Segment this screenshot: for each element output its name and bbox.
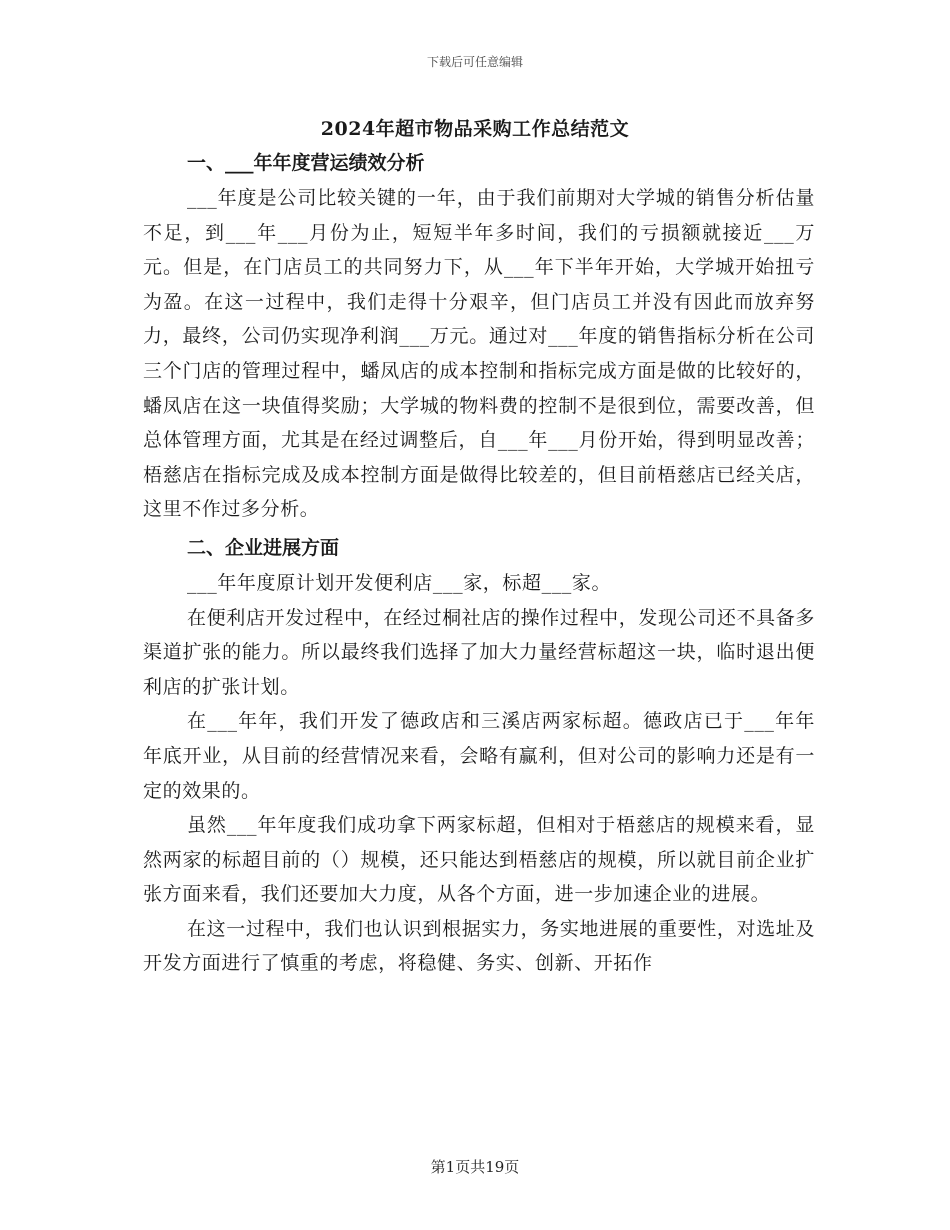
section-2-paragraph-2: 在便利店开发过程中，在经过桐社店的操作过程中，发现公司还不具备多渠道扩张的能力。所以最终我们选择了加大力量经营标超这一块，临时退出便利店的扩张计划。 [143,606,815,698]
header-note: 下载后可任意编辑 [426,55,523,69]
section-2-paragraph-4: 虽然___年年度我们成功拿下两家标超，但相对于梧慈店的规模来看，显然两家的标超目前的（）规模，还只能达到梧慈店的规模，所以就目前企业扩张方面来看，我们还要加大力度，从各个方面，进一步加速企业的进展。 [143,814,815,906]
section-2-paragraph-3: 在___年年，我们开发了德政店和三溪店两家标超。德政店已于___年年年底开业，从目前的经营情况来看，会略有赢利，但对公司的影响力还是有一定的效果的。 [143,710,815,802]
section-2-paragraph-5: 在这一过程中，我们也认识到根据实力，务实地进展的重要性，对选址及开发方面进行了慎重的考虑，将稳健、务实、创新、开拓作 [143,917,815,975]
page-number-footer: 第1页共19页 [430,1158,520,1176]
section-2-paragraph-1: ___年年度原计划开发便利店___家，标超___家。 [187,571,612,594]
section-1-heading: 一、___年年度营运绩效分析 [187,152,425,174]
document-title: 2024年超市物品采购工作总结范文 [320,118,630,140]
document-body [143,146,815,981]
section-2-heading: 二、企业进展方面 [187,536,340,559]
section-1-paragraph: ___年度是公司比较关键的一年，由于我们前期对大学城的销售分析估量不足，到___年___月份为止，短短半年多时间，我们的亏损额就接近___万元。但是，在门店员工的共同努力下，从___年下半年开始，大学城开始扭亏为盈。在这一过程中，我们走得十分艰辛，但门店员工并没有因此而放弃努力，最终，公司仍实现净利润___万元。通过对___年度的销售指标分析在公司三个门店的管理过程中，蟠凤店的成本控制和指标完成方面是做的比较好的，蟠凤店在这一块值得奖励；大学城的物料费的控制不是很到位，需要改善，但总体管理方面，尤其是在经过调整后，自___年___月份开始，得到明显改善；梧慈店在指标完成及成本控制方面是做得比较差的，但目前梧慈店已经关店，这里不作过多分析。 [143,187,815,521]
